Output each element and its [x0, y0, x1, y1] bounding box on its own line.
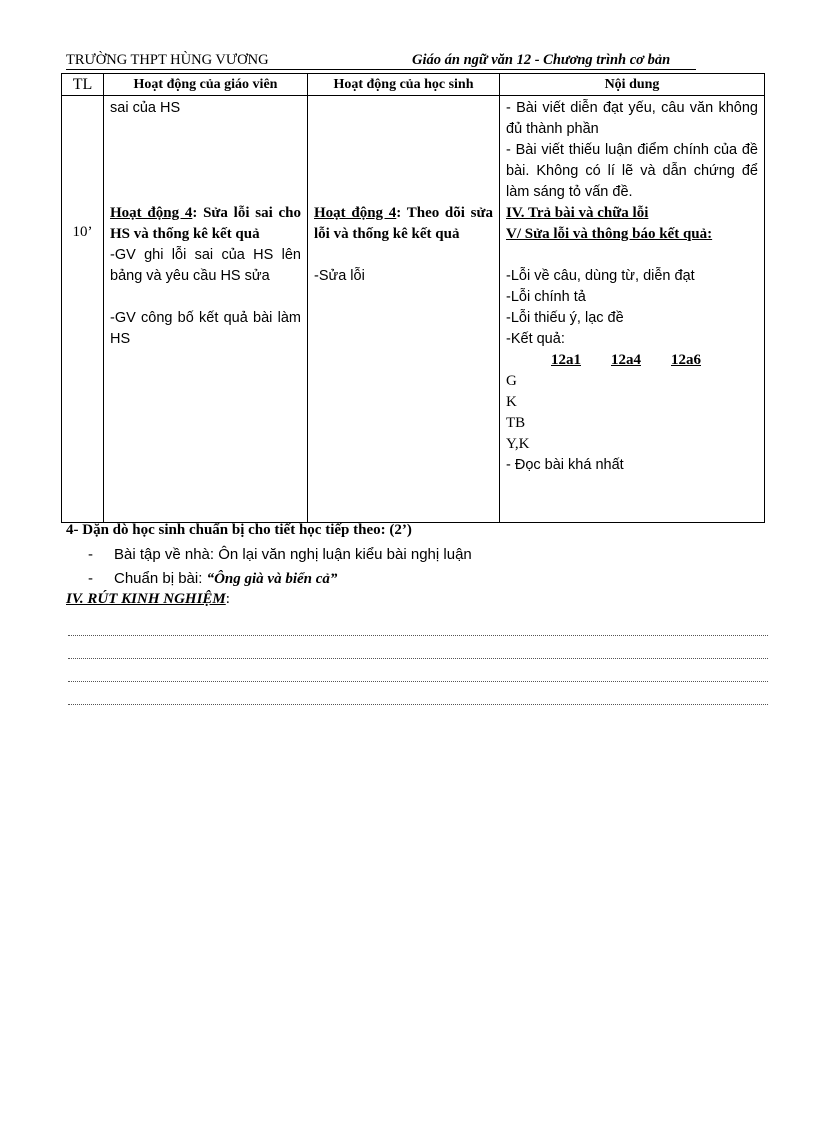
- column-header-student: Hoạt động của học sinh: [308, 74, 500, 96]
- content-error-2: - Bài viết thiếu luận điểm chính của đề bài. Không có lí lẽ và dẫn chứng để làm sáng tỏ vấn đề.: [506, 142, 758, 200]
- dotted-line: [68, 683, 768, 705]
- table-row: [62, 96, 765, 523]
- teacher-step-2: -GV công bố kết quả bài làm HS: [110, 310, 301, 347]
- student-step-1: -Sửa lỗi: [314, 268, 365, 284]
- class-label: 12a4: [611, 352, 641, 368]
- grade-label: Y,K: [506, 436, 530, 452]
- content-result-label: -Kết quả:: [506, 331, 565, 347]
- experience-heading-text: IV. RÚT KINH NGHIỆM: [66, 591, 226, 607]
- teacher-activity: [110, 203, 301, 245]
- notes-lines: [68, 614, 768, 706]
- teacher-activity-label: Hoạt động 4: [110, 205, 193, 221]
- tl-cell: [62, 96, 104, 523]
- homework-item-2-prefix: Chuẩn bị bài:: [114, 570, 207, 587]
- teacher-step-1: -GV ghi lỗi sai của HS lên bảng và yêu cầu HS sửa: [110, 247, 301, 284]
- content-read-best: - Đọc bài khá nhất: [506, 457, 624, 473]
- list-item: - Bài tập về nhà: Ôn lại văn nghị luận kiểu bài nghị luận: [88, 546, 472, 563]
- dotted-line: [68, 660, 768, 682]
- grade-label: TB: [506, 415, 526, 431]
- teacher-activity-title: : Sửa lỗi sai cho HS và thống kê kết quả: [110, 205, 301, 242]
- table-header-row: [62, 74, 765, 96]
- homework-list: [88, 543, 472, 591]
- content-item-2: -Lỗi chính tả: [506, 289, 586, 305]
- homework-item-1: Bài tập về nhà: Ôn lại văn nghị luận kiểu bài nghị luận: [114, 546, 472, 563]
- column-header-teacher: Hoạt động của giáo viên: [104, 74, 308, 96]
- list-item: - Chuẩn bị bài: “Ông già và biển cả”: [88, 570, 338, 587]
- school-name: TRƯỜNG THPT HÙNG VƯƠNG: [66, 52, 269, 68]
- content-section-v: V/ Sửa lỗi và thông báo kết quả:: [506, 226, 713, 242]
- content-error-1: - Bài viết diễn đạt yếu, câu văn không đủ thành phần: [506, 100, 758, 137]
- class-label: 12a6: [671, 352, 701, 368]
- class-results-header: [506, 350, 758, 371]
- dotted-line: [68, 614, 768, 636]
- lesson-plan-title: Giáo án ngữ văn 12 - Chương trình cơ bản: [412, 52, 671, 68]
- dotted-line: [68, 637, 768, 659]
- column-header-tl: TL: [62, 74, 104, 96]
- teacher-continued-text: sai của HS: [110, 100, 181, 116]
- student-cell: [308, 96, 500, 523]
- class-label: 12a1: [551, 352, 581, 368]
- lesson-table: [61, 73, 765, 523]
- teacher-cell: [104, 96, 308, 523]
- experience-heading-suffix: :: [225, 591, 230, 607]
- student-activity-label: Hoạt động 4: [314, 205, 397, 221]
- experience-heading: [66, 591, 230, 608]
- content-section-iv: IV. Trả bài và chữa lỗi: [506, 205, 649, 221]
- homework-heading: 4- Dặn dò học sinh chuẩn bị cho tiết học tiếp theo: (2’): [66, 522, 412, 538]
- student-activity-title: : Theo dõi sửa lỗi và thống kê kết quả: [314, 205, 493, 242]
- header-rule: [66, 69, 696, 70]
- content-cell: [500, 96, 765, 523]
- student-activity: [314, 203, 493, 245]
- content-item-1: -Lỗi về câu, dùng từ, diễn đạt: [506, 268, 695, 284]
- column-header-content: Nội dung: [500, 74, 765, 96]
- page-header: [66, 52, 766, 70]
- time-value: 10’: [72, 224, 93, 240]
- grade-label: G: [506, 373, 517, 389]
- content-item-3: -Lỗi thiếu ý, lạc đề: [506, 310, 624, 326]
- homework-item-2-title: “Ông già và biển cả”: [206, 571, 338, 587]
- grade-label: K: [506, 394, 517, 410]
